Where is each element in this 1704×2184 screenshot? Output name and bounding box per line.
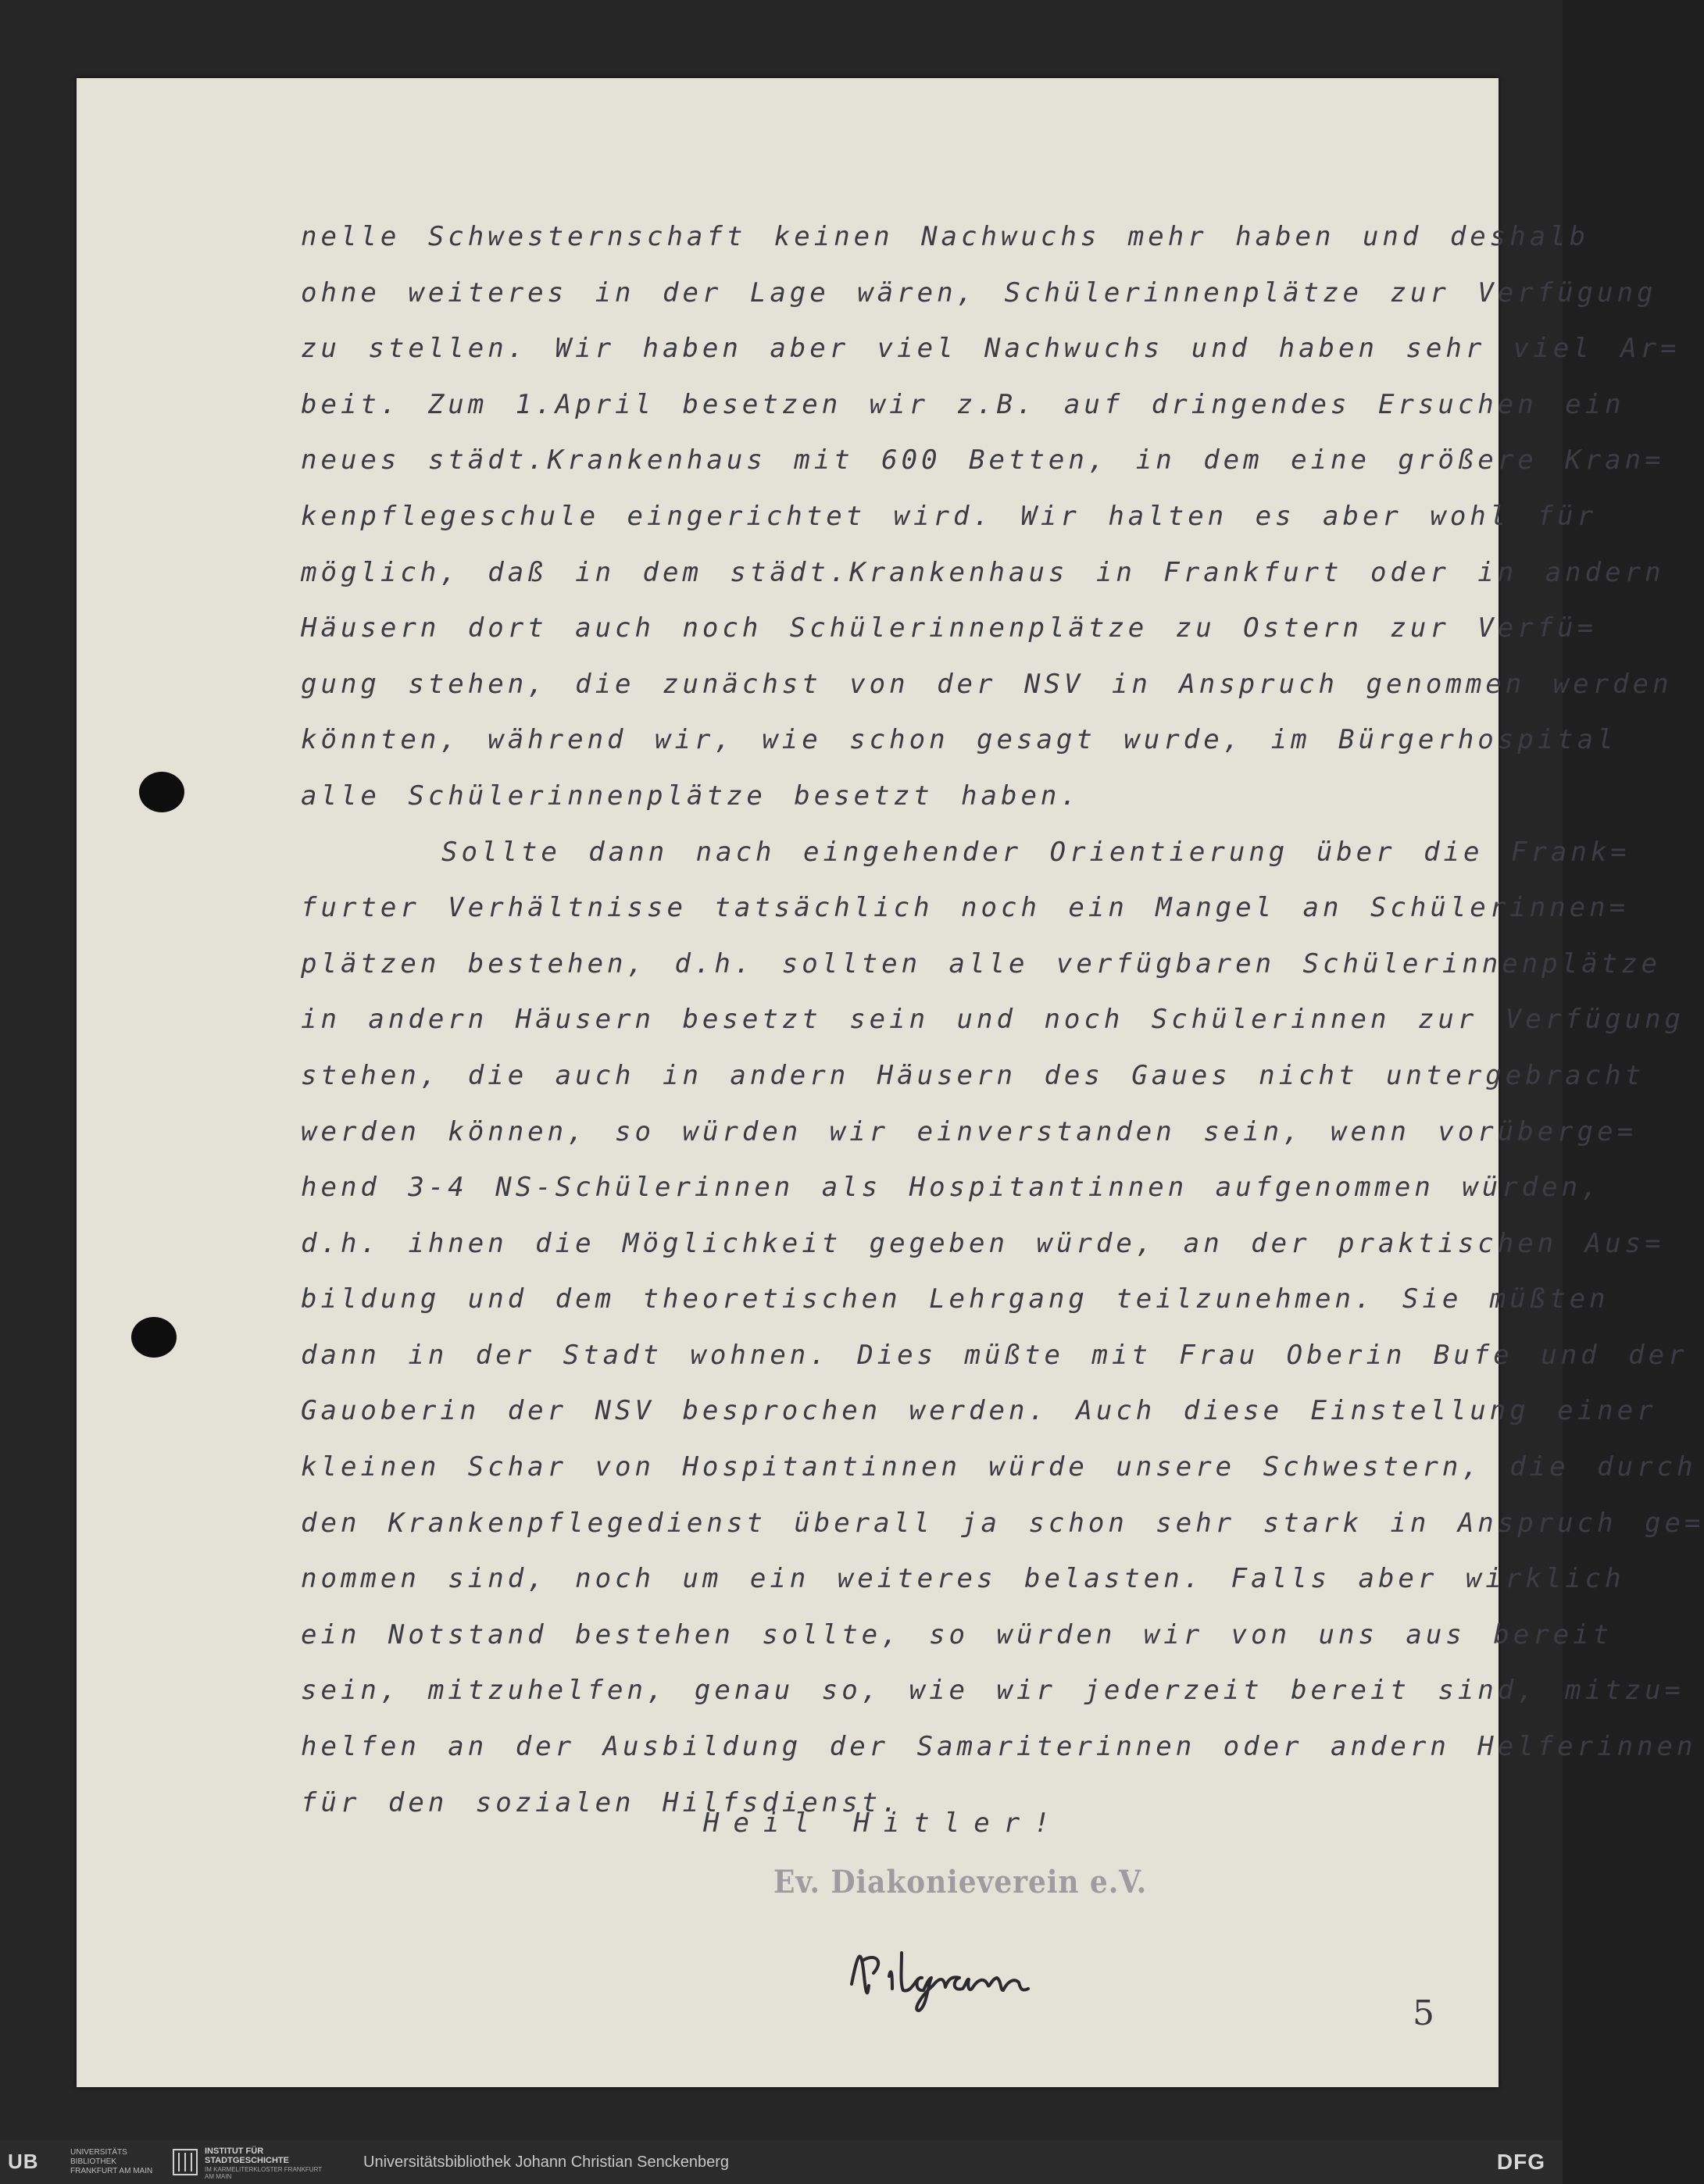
ub-logo-subtitle: UNIVERSITÄTS BIBLIOTHEK FRANKFURT AM MAIN (70, 2148, 153, 2175)
text-line: sein, mitzuhelfen, genau so, wie wir jederzeit bereit sind, mitzu= (301, 1675, 1685, 1707)
text-line: kleinen Schar von Hospitantinnen würde unsere Schwestern, die durch (301, 1451, 1697, 1483)
letter-body (301, 209, 1704, 1831)
text-line: d.h. ihnen die Möglichkeit gegeben würde, an der praktischen Aus= (301, 1227, 1665, 1259)
library-name: Universitätsbibliothek Johann Christian Senckenberg (363, 2154, 730, 2171)
handwritten-signature (844, 1929, 1055, 2015)
text-line: in andern Häusern besetzt sein und noch Schülerinnen zur Verfügung (301, 1004, 1685, 1036)
text-line: ein Notstand bestehen sollte, so würden wir von uns aus bereit (301, 1618, 1613, 1650)
isg-logo-title: INSTITUT FÜR STADTGESCHICHTE (205, 2147, 289, 2165)
text-line: bildung und dem theoretischen Lehrgang teilzunehmen. Sie müßten (301, 1283, 1609, 1315)
text-line: werden können, so würden wir einverstanden sein, wenn vorüberge= (301, 1115, 1638, 1147)
text-line: nelle Schwesternschaft keinen Nachwuchs mehr haben und deshalb (301, 221, 1590, 252)
text-line: gung stehen, die zunächst von der NSV in Anspruch genommen werden (301, 668, 1673, 700)
text-line: nommen sind, noch um ein weiteres belasten. Falls aber wirklich (301, 1563, 1625, 1595)
text-line: möglich, daß in dem städt.Krankenhaus in Frankfurt oder in andern (301, 556, 1665, 588)
text-line: furter Verhältnisse tatsächlich noch ein Mangel an Schülerinnen= (301, 892, 1630, 924)
text-line: dann in der Stadt wohnen. Dies müßte mit Frau Oberin Bufe und der (301, 1339, 1688, 1371)
isg-logo-subtitle: IM KARMELITERKLOSTER FRANKFURT AM MAIN (205, 2166, 322, 2180)
dfg-logo[interactable]: DFG (1496, 2150, 1545, 2174)
punch-hole (131, 1317, 177, 1358)
text-line: plätzen bestehen, d.h. sollten alle verfügbaren Schülerinnenplätze (301, 947, 1662, 980)
text-line: zu stellen. Wir haben aber viel Nachwuchs und haben sehr viel Ar= (301, 333, 1681, 365)
text-line: neues städt.Krankenhaus mit 600 Betten, in dem eine größere Kran= (301, 444, 1665, 476)
isg-logo-icon[interactable] (172, 2147, 198, 2178)
page-number: 5 (1413, 1993, 1434, 2033)
closing-salutation: Heil Hitler! (703, 1808, 1064, 1839)
punch-hole (139, 772, 184, 812)
text-line: Sollte dann nach eingehender Orientierung über die Frank= (441, 836, 1631, 868)
text-line: den Krankenpflegedienst überall ja schon sehr stark in Anspruch ge= (301, 1507, 1704, 1539)
organization-stamp: Ev. Diakonieverein e.V. (773, 1864, 1148, 1900)
text-line: helfen an der Ausbildung der Samariterinnen oder andern Helferinnen (301, 1731, 1697, 1763)
text-line: hend 3-4 NS-Schülerinnen als Hospitantinnen aufgenommen würden, (301, 1172, 1602, 1204)
text-line: Häusern dort auch noch Schülerinnenplätze zu Ostern zur Verfü= (301, 612, 1598, 644)
text-line: beit. Zum 1.April besetzen wir z.B. auf dringendes Ersuchen ein (301, 388, 1625, 420)
text-line: Gauoberin der NSV besprochen werden. Auch diese Einstellung einer (301, 1395, 1657, 1427)
text-line: ohne weiteres in der Lage wären, Schülerinnenplätze zur Verfügung (301, 277, 1657, 309)
text-line: kenpflegeschule eingerichtet wird. Wir halten es aber wohl für (301, 500, 1598, 532)
viewer-footer (0, 2140, 1563, 2184)
text-line: könnten, während wir, wie schon gesagt wurde, im Bürgerhospital (301, 724, 1617, 756)
text-line: alle Schülerinnenplätze besetzt haben. (301, 780, 1081, 812)
ub-logo[interactable]: UB (8, 2150, 39, 2173)
text-line: stehen, die auch in andern Häusern des Gaues nicht untergebracht (301, 1059, 1645, 1091)
text-line: für den sozialen Hilfsdienst. (301, 1786, 902, 1818)
